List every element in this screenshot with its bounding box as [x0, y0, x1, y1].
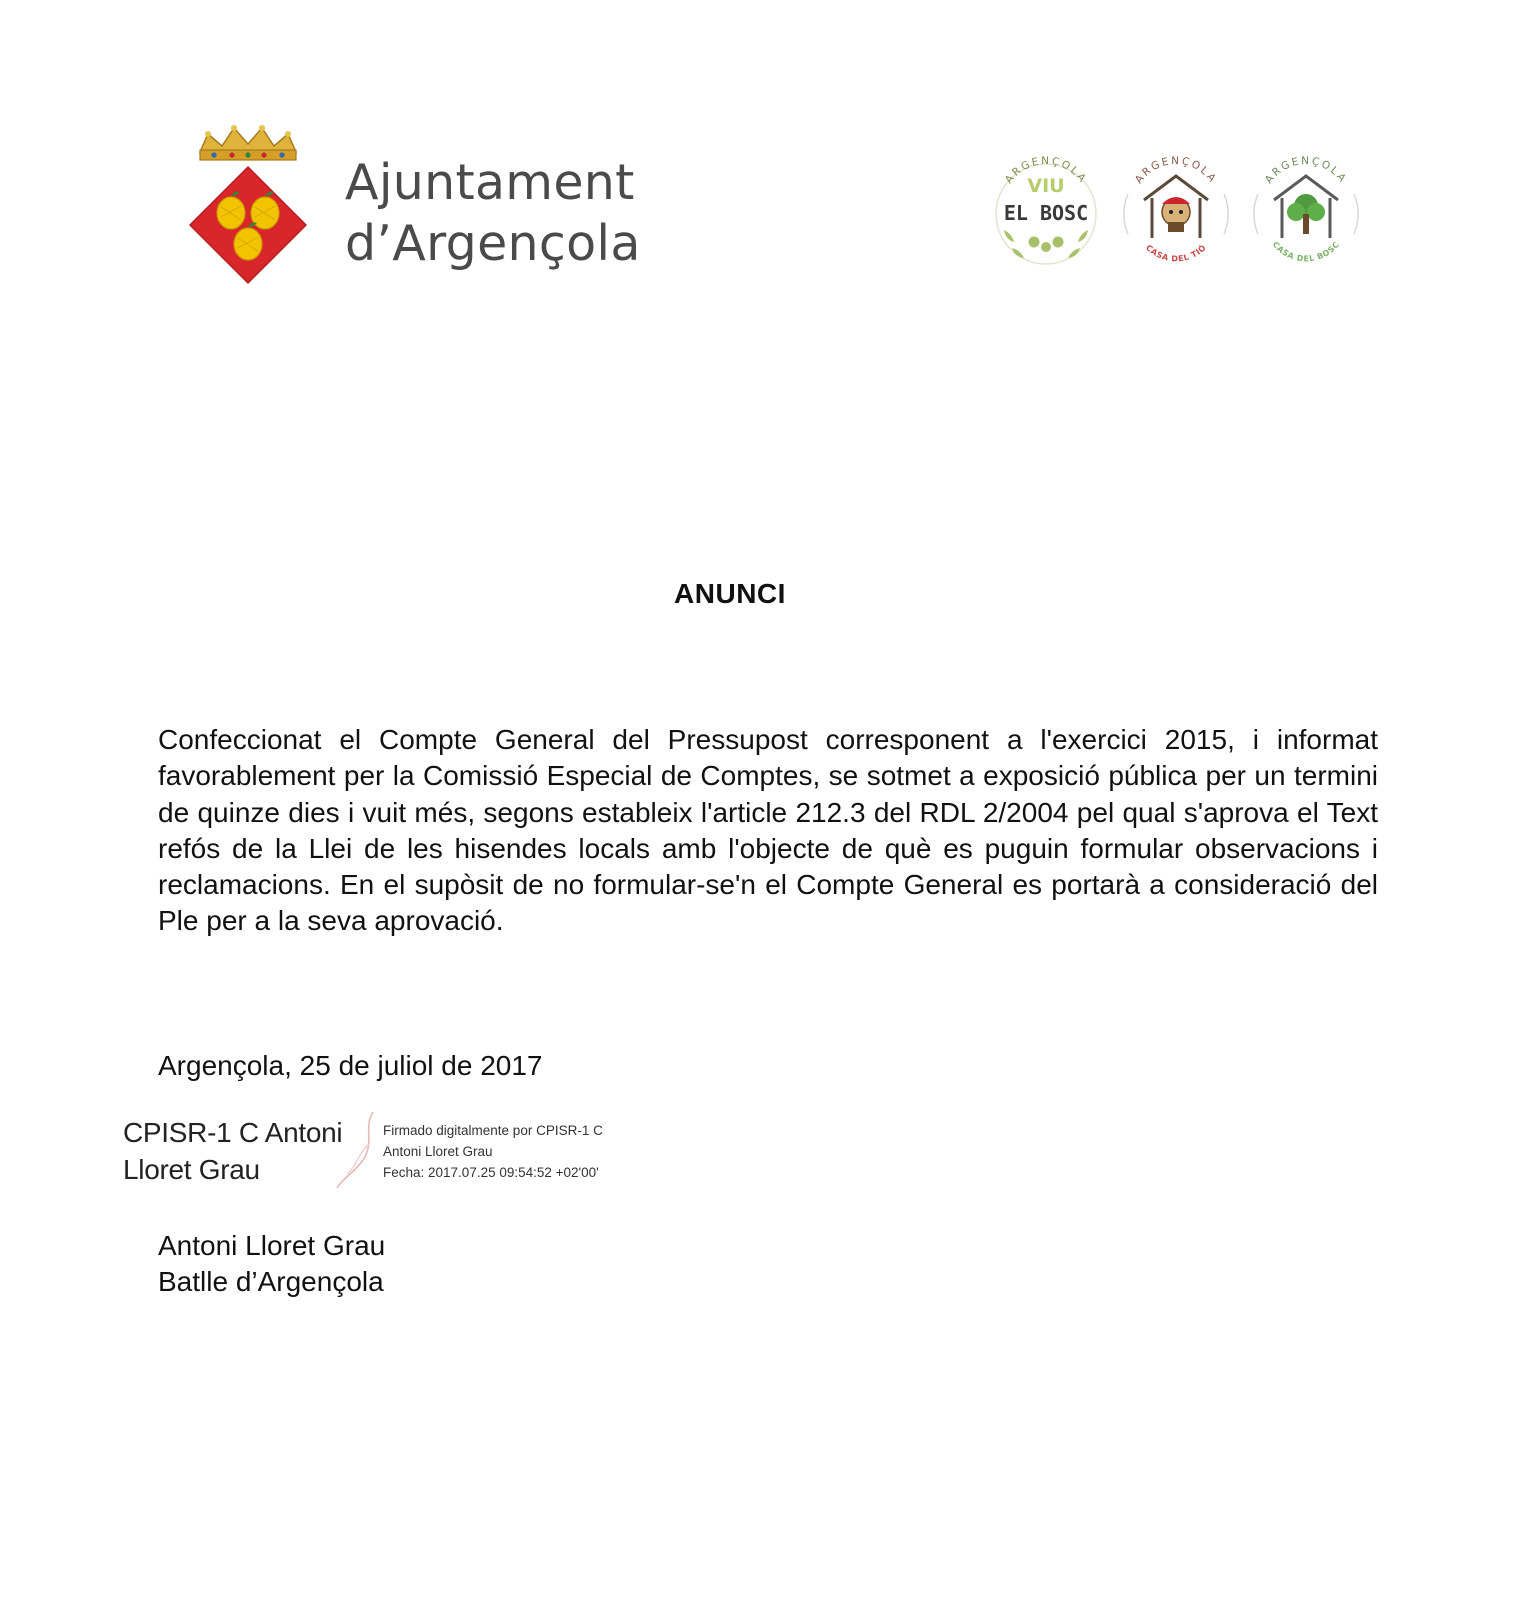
badge1-line2: EL BOSC — [1003, 201, 1089, 225]
badge3-bottom-text: CASA DEL BOSC — [1270, 239, 1342, 264]
badge3-arc-text: ARGENÇOLA — [1262, 154, 1350, 186]
signatory-role: Batlle d’Argençola — [158, 1266, 384, 1297]
svg-text:ARGENÇOLA — [1133, 155, 1219, 186]
place-date: Argençola, 25 de juliol de 2017 — [158, 1050, 543, 1081]
coat-of-arms-icon — [188, 122, 308, 287]
badge1-arc-text: ARGENÇOLA — [1002, 154, 1090, 186]
svg-text:ARGENÇOLA — [1263, 155, 1349, 186]
signature-swoosh-icon — [333, 1108, 383, 1190]
badge1-line1: VIU — [1027, 175, 1065, 197]
digital-signature-name-line2: Lloret Grau — [123, 1154, 260, 1185]
svg-text:CASA DEL BOSC — [1271, 240, 1342, 264]
digital-signature-detail3: Fecha: 2017.07.25 09:54:52 +02'00' — [383, 1165, 599, 1180]
signatory-name: Antoni Lloret Grau — [158, 1230, 386, 1261]
casa-del-tio-badge-icon — [1120, 148, 1232, 270]
viu-el-bosc-badge-icon — [990, 148, 1102, 270]
digital-signature-details — [383, 1120, 603, 1183]
organization-name-line1: Ajuntament — [345, 154, 635, 211]
document-title: ANUNCI — [674, 578, 786, 609]
organization-name-line2: d’Argençola — [345, 215, 641, 272]
crown-icon — [200, 125, 296, 160]
digital-signature-detail2: Antoni Lloret Grau — [383, 1144, 493, 1159]
digital-signature-name-line1: CPISR-1 C Antoni — [123, 1117, 343, 1148]
svg-text:CASA DEL TIÓ — [1144, 242, 1208, 264]
digital-signature-name — [123, 1114, 342, 1188]
badge2-bottom-text: CASA DEL TIÓ — [1144, 243, 1208, 264]
casa-del-bosc-badge-icon — [1250, 148, 1362, 270]
digital-signature-detail1: Firmado digitalmente por CPISR-1 C — [383, 1123, 603, 1138]
announcement-body: Confeccionat el Compte General del Pressupost corresponent a l'exercici 2015, i informat favorablement per la Comissió Especial de Comptes, se sotmet a exposició pública per un termini de quinze dies i vuit més, segons estableix l'article 212.3 del RDL 2/2004 pel qual s'aprova el Text refós de la Llei de les hisendes locals amb l'objecte de què es puguin formular observacions i reclamacions. En el supòsit de no formular-se'n el Compte General es portarà a consideració del Ple per a la seva aprovació. — [158, 724, 1378, 937]
organization-name — [345, 152, 765, 274]
badge2-arc-text: ARGENÇOLA — [1132, 154, 1220, 186]
signatory-block — [158, 1228, 385, 1300]
